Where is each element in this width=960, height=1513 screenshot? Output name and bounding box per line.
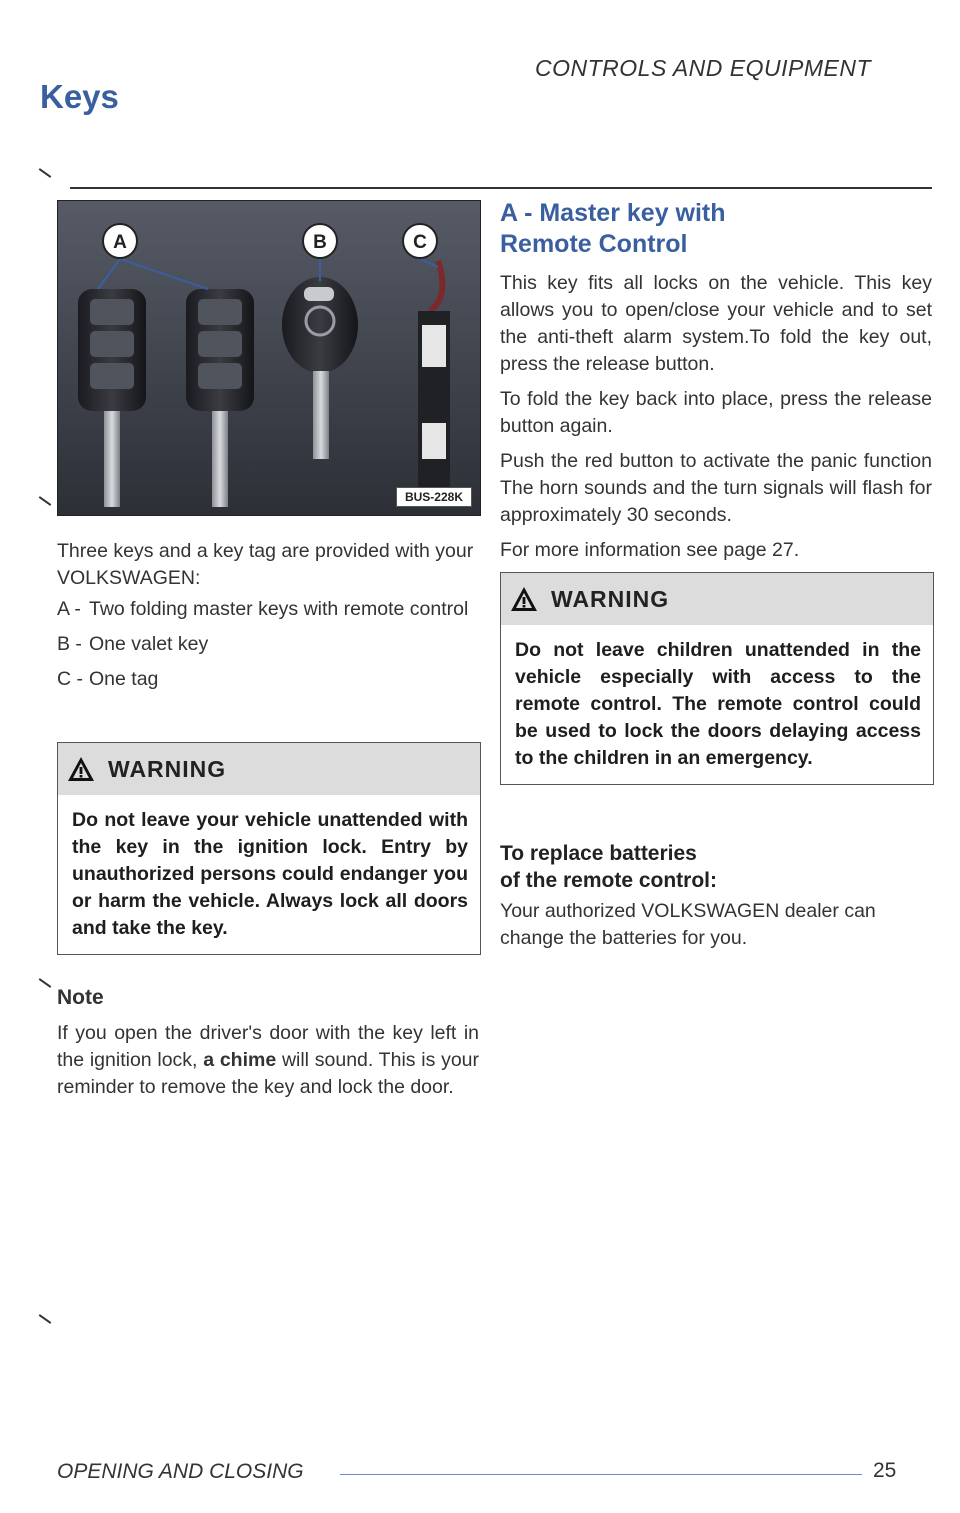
warning-box-vehicle — [57, 742, 481, 955]
list-letter: A - — [57, 598, 81, 620]
warning-text: Do not leave your vehicle unattended with the key in the ignition lock. Entry by unauthorized persons could endanger you or harm the vehicle. Always lock all doors and take the key. — [72, 809, 468, 939]
corner-marker-note — [39, 978, 52, 988]
header-rule — [70, 187, 932, 189]
warning-box-children — [500, 572, 934, 785]
warning-text: Do not leave children unattended in the vehicle especially with access to the remote control. The remote control could be used to lock the doors delaying access to the children in an emergency. — [515, 639, 921, 769]
intro-text: Three keys and a key tag are provided with your VOLKSWAGEN: — [57, 540, 474, 589]
list-text: One tag — [89, 668, 159, 690]
note-text — [57, 1020, 479, 1101]
list-letter: C - — [57, 668, 83, 690]
list-letter: B - — [57, 633, 82, 655]
note-text-before: If you open the driver's door with the key left in the ignition lock, — [57, 1022, 479, 1071]
keys-figure — [57, 200, 481, 516]
warning-header — [501, 573, 933, 625]
page-number: 25 — [873, 1459, 897, 1482]
warning-triangle-icon — [509, 585, 539, 613]
corner-marker-top — [39, 168, 52, 178]
master-key-paragraph: This key fits all locks on the vehicle. This key allows you to open/close your vehicle and to set the anti-theft alarm system.To fold the key out, press the release button. — [500, 272, 932, 375]
warning-triangle-icon — [66, 755, 96, 783]
chapter-header: CONTROLS AND EQUIPMENT — [535, 55, 872, 81]
batteries-text: Your authorized VOLKSWAGEN dealer can change the batteries for you. — [500, 900, 876, 949]
batteries-heading — [500, 840, 932, 894]
note-text-after: will sound. This is your reminder to remove the key and lock the door. — [57, 1049, 480, 1098]
callout-a — [103, 224, 137, 258]
batteries-heading-line2: of the remote control: — [500, 869, 718, 892]
callout-a-label: A — [113, 232, 127, 253]
footer-section: OPENING AND CLOSING — [57, 1460, 304, 1483]
key-list — [57, 596, 479, 693]
figure-code: BUS-228K — [396, 487, 472, 507]
warning-label: WARNING — [551, 585, 670, 612]
callout-c-label: C — [413, 232, 427, 253]
master-key-paragraph: Push the red button to activate the panic function The horn sounds and the turn signals will flash for approximately 30 seconds. — [500, 450, 932, 526]
section-title: Keys — [40, 78, 119, 115]
batteries-heading-line1: To replace batteries — [500, 842, 697, 865]
list-item — [57, 666, 479, 693]
corner-marker-bottom — [39, 1314, 52, 1324]
list-item — [57, 596, 479, 623]
corner-marker-mid — [39, 496, 52, 506]
warning-header — [58, 743, 480, 795]
list-item — [57, 631, 479, 658]
list-text: Two folding master keys with remote control — [89, 598, 469, 620]
master-key-paragraph: To fold the key back into place, press the release button again. — [500, 388, 932, 437]
master-key-body — [500, 270, 932, 572]
callout-c — [403, 224, 437, 258]
footer-rule — [340, 1474, 862, 1475]
note-emphasis: a chime — [203, 1049, 277, 1071]
callout-b — [303, 224, 337, 258]
master-key-paragraph: For more information see page 27. — [500, 539, 800, 561]
master-key-heading: A - Master key with Remote Control — [500, 199, 726, 258]
keys-illustration — [58, 201, 480, 515]
note-title: Note — [57, 986, 104, 1009]
warning-label: WARNING — [108, 755, 227, 782]
callout-b-label: B — [313, 232, 327, 253]
list-text: One valet key — [89, 633, 209, 655]
